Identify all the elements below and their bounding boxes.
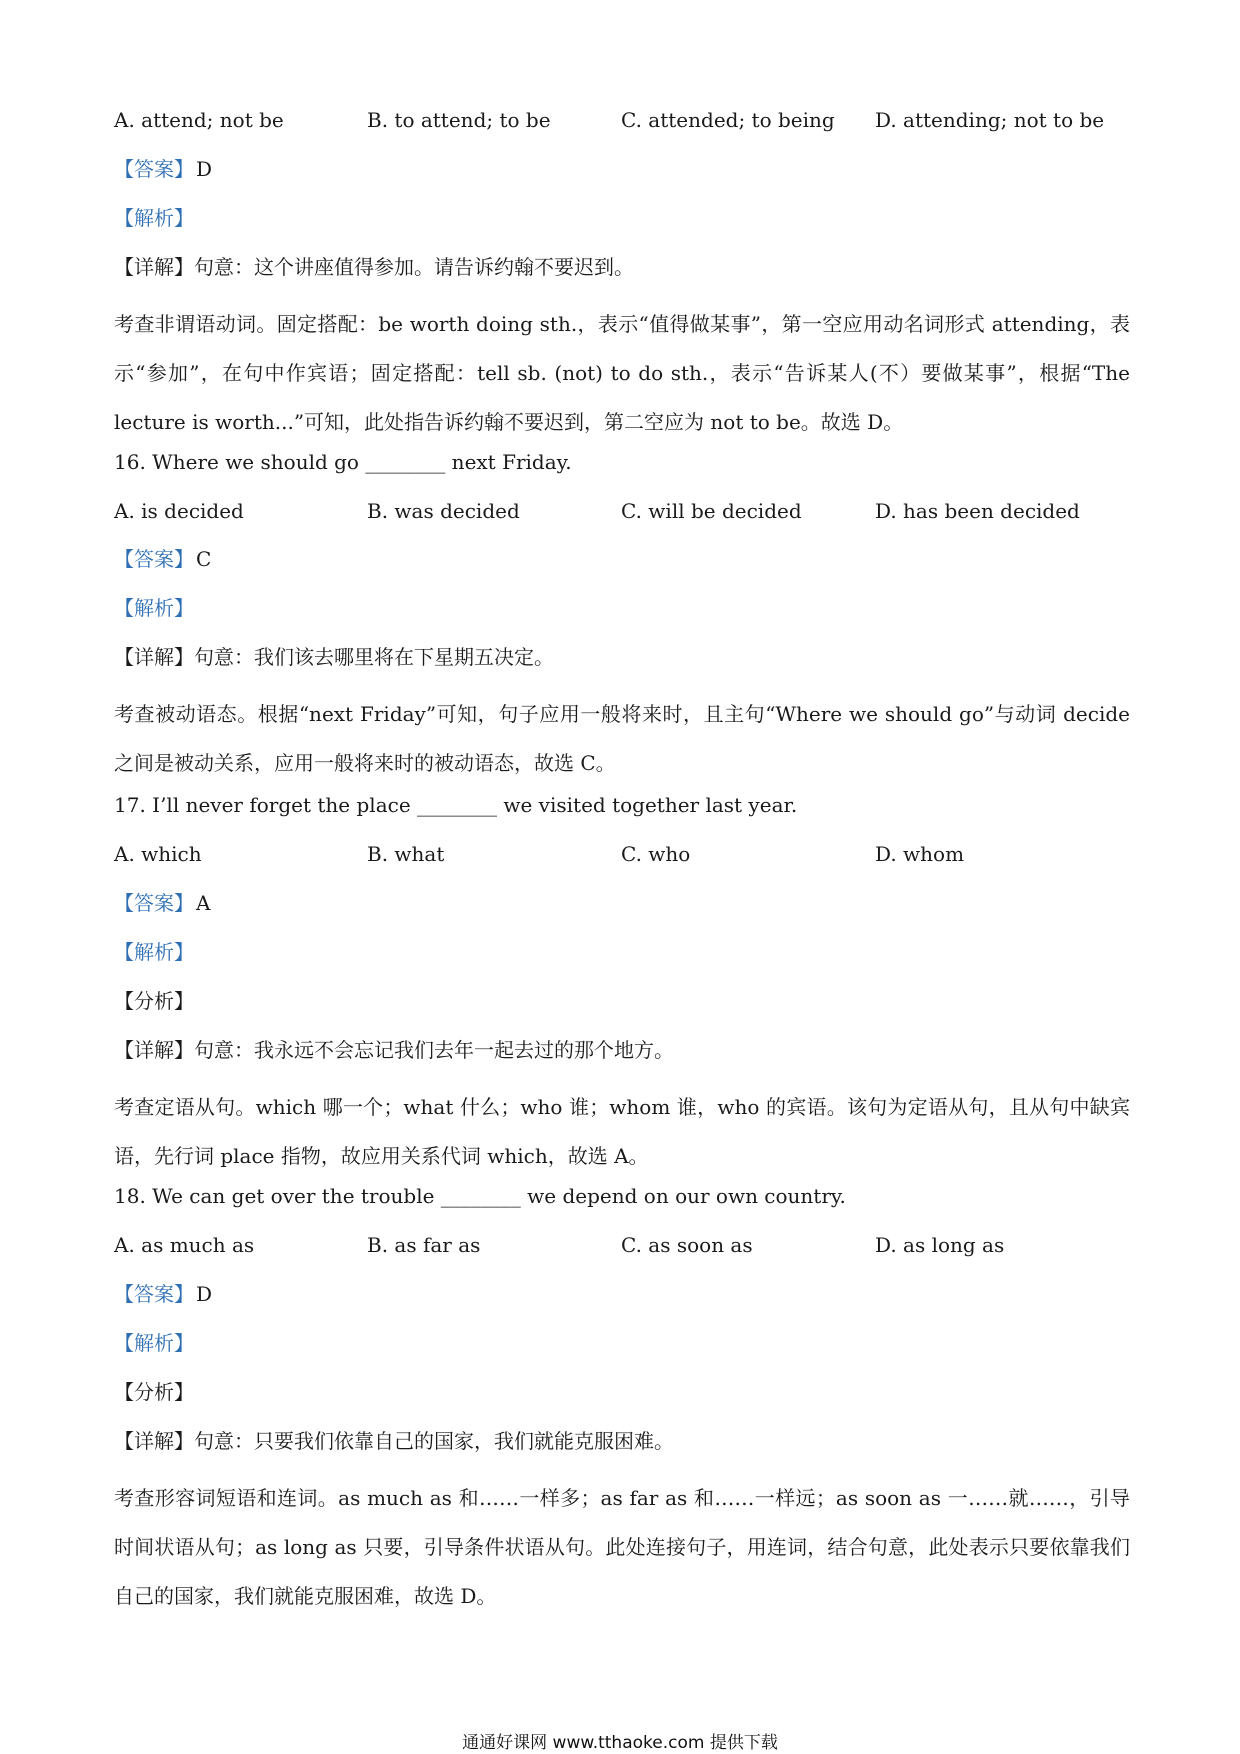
q16-option-c: C. will be decided: [621, 499, 802, 523]
q17-question: 17. I’ll never forget the place ________ we visited together last year.: [114, 793, 798, 817]
q18-option-b: B. as far as: [367, 1233, 481, 1257]
q15-option-a: A. attend; not be: [114, 108, 284, 132]
q17-detail: 【详解】句意：我永远不会忘记我们去年一起去过的那个地方。: [114, 1038, 674, 1062]
q18-option-a: A. as much as: [114, 1233, 255, 1257]
q15-answer: [114, 155, 1130, 183]
q16-analysis-tag: 【解析】: [114, 596, 194, 620]
q18-analysis-tag: 【解析】: [114, 1331, 194, 1355]
q17-fenxi-tag: 【分析】: [114, 989, 194, 1013]
q16-explanation: 考查被动语态。根据“next Friday”可知，句子应用一般将来时，且主句“Where we should go”与动词 decide 之间是被动关系，应用一般将来时的被动语态，故选 C。: [114, 702, 1130, 775]
answer-tag: 【答案】: [114, 547, 194, 571]
q17-option-d: D. whom: [875, 842, 965, 866]
q16-question: 16. Where we should go ________ next Friday.: [114, 450, 572, 474]
answer-value: A: [196, 891, 211, 915]
q15-option-c: C. attended; to being: [621, 108, 835, 132]
q17-explanation: 考查定语从句。which 哪一个；what 什么；who 谁；whom 谁，who 的宾语。该句为定语从句，且从句中缺宾语，先行词 place 指物，故应用关系代词 which，故选 A。: [114, 1095, 1130, 1168]
q18-detail: 【详解】句意：只要我们依靠自己的国家，我们就能克服困难。: [114, 1429, 674, 1453]
page-footer: 通通好课网 www.tthaoke.com 提供下载: [462, 1733, 778, 1753]
q18-option-c: C. as soon as: [621, 1233, 753, 1257]
answer-value: C: [196, 547, 212, 571]
q18-explanation: 考查形容词短语和连词。as much as 和……一样多；as far as 和……一样远；as soon as 一……就……，引导时间状语从句；as long as 只要，引导条件状语从句。此处连接句子，用连词，结合句意，此处表示只要依靠我们自己的国家，我们就能克服困难，故选 D。: [114, 1486, 1130, 1608]
q15-explanation: 考查非谓语动词。固定搭配：be worth doing sth.，表示“值得做某事”，第一空应用动名词形式 attending，表示“参加”，在句中作宾语；固定搭配：tell sb. (not) to do sth.，表示“告诉某人(不）要做某事”，根据“The lecture is worth...”可知，此处指告诉约翰不要迟到，第二空应为 not to be。故选 D。: [114, 312, 1130, 434]
q16-option-d: D. has been decided: [875, 499, 1080, 523]
q17-answer: [114, 889, 1130, 917]
q17-option-b: B. what: [367, 842, 445, 866]
q15-option-d: D. attending; not to be: [875, 108, 1105, 132]
answer-tag: 【答案】: [114, 157, 194, 181]
answer-value: D: [196, 1282, 213, 1306]
q17-option-a: A. which: [114, 842, 202, 866]
q18-answer: [114, 1280, 1130, 1308]
q17-analysis-tag: 【解析】: [114, 940, 194, 964]
q17-option-c: C. who: [621, 842, 691, 866]
q18-question: 18. We can get over the trouble ________ we depend on our own country.: [114, 1184, 846, 1208]
q16-option-a: A. is decided: [114, 499, 244, 523]
q18-option-d: D. as long as: [875, 1233, 1005, 1257]
q15-detail: 【详解】句意：这个讲座值得参加。请告诉约翰不要迟到。: [114, 255, 634, 279]
q16-answer: [114, 545, 1130, 573]
answer-tag: 【答案】: [114, 891, 194, 915]
q15-analysis-tag: 【解析】: [114, 206, 194, 230]
q16-option-b: B. was decided: [367, 499, 520, 523]
q15-option-b: B. to attend; to be: [367, 108, 551, 132]
answer-tag: 【答案】: [114, 1282, 194, 1306]
q16-detail: 【详解】句意：我们该去哪里将在下星期五决定。: [114, 645, 554, 669]
answer-value: D: [196, 157, 213, 181]
q18-fenxi-tag: 【分析】: [114, 1380, 194, 1404]
